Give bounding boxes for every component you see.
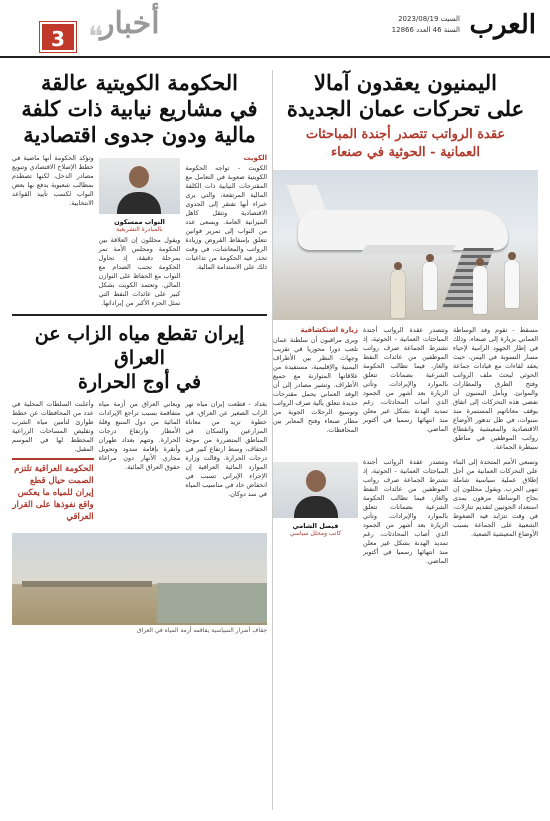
kuwait-body-col1: الكويت - تواجه الحكومة الكويتية صعوبة في التعامل مع المقترحات النيابية ذات الكلفة المالية المرتفعة، والتي يرى خبراء أنها تفتقر إلى الجدوى الاقتصادية وتثقل كاهل الميزانية العامة. ويسعى عدد من النواب إلى تمرير قوانين تتعلق بإسقاط القروض وزيادة الرواتب والمعاشات، في وقت تحذر فيه الحكومة من تداعيات ذلك على الاستدامة المالية. [185,164,267,271]
person-figure [505,260,519,308]
yemen-body-col1: مسقط - تقوم وفد الوساطة العماني بزيارة إلى صنعاء، وذلك في إطار الجهود الرامية لإحياء مسار التسوية في اليمن، حيث يعقد لقاءات مع قيادات جماعة الحوثي لبحث ملف الرواتب وفتح الطرق والمطارات والموانئ. ويأمل اليمنيون أن تفضي هذه التحركات إلى اتفاق يوقف معاناتهم المستمرة منذ سنوات، في ظل تدهور الأوضاع الاقتصادية والمعيشية وانقطاع رواتب الموظفين في مناطق سيطرة الجماعة. [453,326,538,451]
newspaper-logo: العرب [469,10,536,40]
iran-body-col2: ويعاني العراق من أزمة مياه متفاقمة بسبب تراجع الإيرادات المائية من دول المنبع وقلة الأمطار وارتفاع درجات الحرارة. وتتهم بغداد طهران وأنقرة بإقامة سدود وتحويل مجاري الأنهار دون مراعاة حقوق العراق المائية. [98,400,181,471]
plane-fuselage [298,210,508,250]
iraq-drought-photo [12,533,267,625]
article-kuwait [12,70,267,308]
iran-body-columns [12,400,267,527]
yemen-body-col5: وتتصدر عقدة الرواتب أجندة المباحثات العمانية - الحوثية، إذ تشترط الجماعة صرف رواتب الموظفين من عائدات النفط والغاز، فيما تطالب الحكومة الشرعية بضمانات تتعلق بالموارد والإيرادات. وتأتي الزيارة بعد أشهر من الجمود الذي أصاب المحادثات، رغم تمديد الهدنة بشكل غير معلن منذ انتهائها رسميا في أكتوبر الماضي. [363,458,448,565]
kuwait-col-right [185,154,267,308]
kuwait-body-col2: ويقول محللون إن العلاقة بين الحكومة ومجلس الأمة تمر بمرحلة دقيقة، إذ تحاول الحكومة تجنب الصدام مع النواب مع الحفاظ على التوازن المالي. وتعتمد الكويت بشكل كبير على عائدات النفط التي تمثل الجزء الأكبر من إيراداتها. [98,236,181,307]
kuwait-headline-line1: الحكومة الكويتية عالقة [40,70,239,95]
article-iran-iraq [12,322,267,634]
kuwait-headline-line2: في مشاريع نيابية ذات كلفة [21,96,258,121]
left-column [12,70,267,634]
person-figure [473,266,487,314]
iran-pullquote: الحكومة العراقية تلتزم الصمت حيال قطع إيران للمياه ما يعكس واقع نفوذها على القرار العراقي [12,458,94,523]
reservoir-water [157,583,267,623]
yemen-body-col3-wrap [273,326,358,452]
quote-icon: ❝ [88,20,104,53]
issue-number: السنة 46 العدد 12866 [391,26,460,34]
dam-structure [22,581,152,587]
yemen-body-col4: وتسعى الأمم المتحدة إلى البناء على التحركات العمانية من أجل إطلاق عملية سياسية شاملة تنهي الحرب. ويقول محللون إن نجاح الوساطة مرهون بمدى استعداد الحوثيين لتقديم تنازلات، في وقت تتزايد فيه الضغوط الشعبية على الجماعة بسبب الأوضاع المعيشية الصعبة. [453,458,538,538]
yemen-photo-airplane [273,170,538,320]
iran-body-col3: وأعلنت السلطات المحلية في عدد من المحافظات عن خطط طوارئ لتأمين مياه الشرب وتقليص المساحات الزراعية المخطط لها في الموسم المقبل. [11,400,94,453]
kuwait-body-col3: وتؤكد الحكومة أنها ماضية في خطط الإصلاح الاقتصادي وتنويع مصادر الدخل، لكنها تصطدم بمطالب شعبوية يدفع بها بعض النواب لكسب تأييد القواعد الانتخابية. [11,154,94,207]
section-title: أخبار [100,6,160,41]
yemen-author-portrait [273,462,358,518]
iraq-photo-caption: جفاف أضرار السياسية يفاقمه أزمة المياه في العراق [136,627,267,634]
kuwait-section-label: الكويت [243,154,267,162]
article-divider [12,314,267,316]
article-yemen [273,70,538,566]
masthead [0,0,550,58]
kuwait-portrait-name: النواب ممسكون [114,218,165,226]
yemen-portrait-name: فيصل الشامي [292,522,339,530]
page-number: 3 [40,22,76,52]
yemen-subheadline-line1: عقدة الرواتب تتصدر أجندة المباحثات [305,127,506,142]
plane-wing [359,245,456,255]
yemen-portrait-role: كاتب ومحلل سياسي [289,530,342,537]
yemen-body-col3: ويرى مراقبون أن سلطنة عمان تلعب دورا محوريا في تقريب وجهات النظر بين الأطراف اليمنية والإقليمية، مستفيدة من علاقاتها المتوازنة مع جميع الأطراف. وتشير مصادر إلى أن الوفد العماني يحمل مقترحات جديدة تتعلق بآلية صرف الرواتب وتوسيع الرحلات الجوية من مطار صنعاء وفتح المعابر بين المحافظات. [273,336,358,434]
yemen-headline-line1: اليمنيون يعقدون آمالا [314,70,497,95]
kuwait-headline-line3: مالية ودون جدوى اقتصادية [23,122,256,147]
kuwait-headline [12,70,267,148]
yemen-body-col2: وتتصدر عقدة الرواتب أجندة المباحثات العمانية - الحوثية، إذ تشترط الجماعة صرف رواتب الموظفين من عائدات النفط والغاز، فيما تطالب الحكومة الشرعية بضمانات تتعلق بالموارد والإيرادات. وتأتي الزيارة بعد أشهر من الجمود الذي أصاب المحادثات، رغم تمديد الهدنة بشكل غير معلن منذ انتهائها رسميا في أكتوبر الماضي. [363,326,448,433]
kuwait-body-columns [12,154,267,308]
person-figure [423,262,437,310]
yemen-subheadline-line2: العمانية - الحوثية في صنعاء [331,145,480,160]
iran-col-left [12,400,94,527]
iran-headline [12,322,267,394]
kuwait-portrait-role: بالمبادرة التشريعية [116,226,163,233]
yemen-portrait-wrap [273,458,358,566]
yemen-section-label: زيارة استكشافية [300,326,358,334]
yemen-headline-line2: على تحركات عمان الجديدة [286,96,525,121]
date-block [392,14,460,36]
kuwait-col-mid [99,154,181,308]
kuwait-portrait [99,158,181,214]
iran-body-col1: بغداد - قطعت إيران مياه نهر الزاب الصغير عن العراق، في خطوة تزيد من معاناة المزارعين والسكان في المناطق المتضررة من موجة الجفاف، وسط ارتفاع كبير في درجات الحرارة. وقالت وزارة الموارد المائية العراقية إن الإجراء الإيراني تسبب في انخفاض حاد في مناسيب المياه في سد دوكان. [185,400,267,498]
iran-headline-line1: إيران تقطع مياه الزاب عن العراق [34,323,245,369]
yemen-subheadline [273,126,538,162]
yemen-body-columns [273,326,538,452]
person-figure [391,270,405,318]
issue-date: السبت 2023/08/19 [398,15,460,23]
yemen-headline [273,70,538,122]
yemen-body-columns-lower [273,458,538,566]
iran-headline-line2: في أوج الحرارة [77,371,202,393]
